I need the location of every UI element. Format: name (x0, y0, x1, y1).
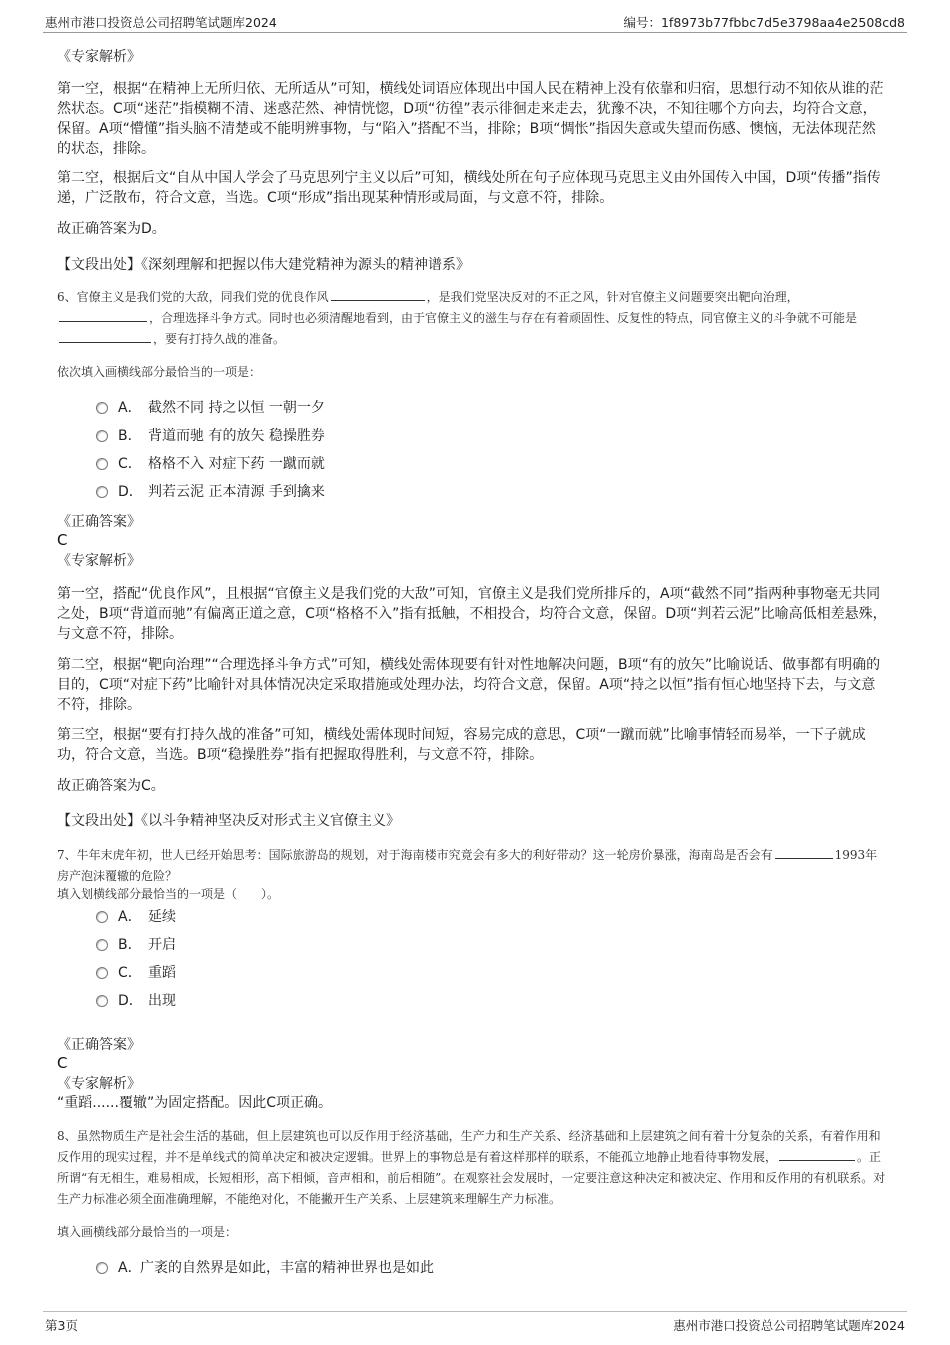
q6-answer: C (57, 531, 68, 549)
header-title: 惠州市港口投资总公司招聘笔试题库2024 (45, 15, 277, 30)
option-text: 重蹈 (148, 965, 176, 981)
option-letter: A． (118, 400, 142, 416)
radio-icon[interactable] (96, 402, 108, 414)
q7-prompt: 填入划横线部分最恰当的一项是（ ）。 (57, 887, 280, 901)
q6-answer-label: 《正确答案》 (57, 514, 141, 530)
answer-blank (779, 1148, 855, 1161)
q5-source: 【文段出处】《深刻理解和把握以伟大建党精神为源头的精神谱系》 (57, 257, 470, 273)
q6-stem-part: ，合理选择斗争方式。同时也必须清醒地看到，由于官僚主义的滋生与存在有着顽固性、反复性的特点，同官僚主义的斗争就不可能是 (149, 311, 858, 325)
option-letter: A． (118, 1260, 142, 1276)
radio-icon[interactable] (96, 939, 108, 951)
answer-blank (331, 288, 425, 301)
option-text: 延续 (148, 909, 176, 925)
q8-stem-part: 8、虽然物质生产是社会生活的基础，但上层建筑也可以反作用于经济基础，生产力和生产关系、经济基础和上层建筑之间有着十分复杂的关系，有着作用和反作用的现实过程，并不是单线式的简单决定和被决定逻辑。世界上的事物总是有着这样那样的联系，不能孤立地静止地看待事物发展， (57, 1129, 881, 1164)
answer-blank (775, 846, 833, 859)
q7-answer-label: 《正确答案》 (57, 1037, 141, 1053)
option-letter: A． (118, 909, 142, 925)
option-text: 广袤的自然界是如此，丰富的精神世界也是如此 (140, 1260, 434, 1276)
q6-stem-part: ，是我们党坚决反对的不正之风，针对官僚主义问题要突出靶向治理， (426, 290, 799, 304)
page-footer (43, 1311, 907, 1334)
q6-prompt: 依次填入画横线部分最恰当的一项是： (57, 365, 262, 379)
q6-analysis-label: 《专家解析》 (57, 553, 141, 569)
q5-conclusion: 故正确答案为D。 (57, 221, 166, 237)
option-letter: C． (118, 456, 142, 472)
option-text: 开启 (148, 937, 176, 953)
option-letter: D． (118, 484, 143, 500)
q6-analysis-p2: 第二空，根据“靶向治理”“合理选择斗争方式”可知，横线处需体现要有针对性地解决问题，B项“有的放矢”比喻说话、做事都有明确的目的，C项“对症下药”比喻针对具体情况决定采取措施或处理办法，均符合文意，保留。A项“持之以恒”指有恒心地坚持下去，与文意不符，排除。 (57, 657, 881, 713)
radio-icon[interactable] (96, 458, 108, 470)
q7-stem-part: 1993年房产泡沫覆辙的危险？ (57, 848, 878, 883)
page-header (43, 10, 907, 33)
q6-analysis-p1: 第一空，搭配“优良作风”，且根据“官僚主义是我们党的大敌”可知，官僚主义是我们党所排斥的，A项“截然不同”指两种事物毫无共同之处，B项“背道而驰”有偏离正道之意，C项“格格不入”指有抵触，不相投合，均符合文意，保留。D项“判若云泥”比喻高低相差悬殊，与文意不符，排除。 (57, 586, 887, 642)
q5-analysis-p2: 第二空，根据后文“自从中国人学会了马克思列宁主义以后”可知，横线处所在句子应体现马克思主义由外国传入中国，D项“传播”指传递，广泛散布，符合文意，当选。C项“形成”指出现某种情形或局面，与文意不符，排除。 (57, 170, 881, 206)
radio-icon[interactable] (96, 430, 108, 442)
radio-icon[interactable] (96, 967, 108, 979)
q7-analysis-p1: “重蹈......覆辙”为固定搭配。因此C项正确。 (57, 1095, 332, 1111)
q7-stem-part: 7、牛年末虎年初，世人已经开始思考：国际旅游岛的规划，对于海南楼市究竟会有多大的利好带动？这一轮房价暴涨，海南岛是否会有 (57, 848, 773, 862)
q6-stem-part: ，要有打持久战的准备。 (153, 332, 286, 346)
footer-title: 惠州市港口投资总公司招聘笔试题库2024 (673, 1318, 905, 1333)
q5-analysis-label: 《专家解析》 (57, 49, 141, 65)
radio-icon[interactable] (96, 995, 108, 1007)
option-text: 截然不同 持之以恒 一朝一夕 (148, 400, 325, 416)
q7-answer: C (57, 1054, 68, 1072)
option-letter: B． (118, 937, 142, 953)
q6-source: 【文段出处】《以斗争精神坚决反对形式主义官僚主义》 (57, 813, 400, 829)
q6-analysis-p3: 第三空，根据“要有打持久战的准备”可知，横线处需体现时间短，容易完成的意思，C项“一蹴而就”比喻事情轻而易举，一下子就成功，符合文意，当选。B项“稳操胜券”指有把握取得胜利，与文意不符，排除。 (57, 727, 866, 763)
option-text: 背道而驰 有的放矢 稳操胜券 (148, 428, 325, 444)
option-text: 出现 (148, 993, 176, 1009)
q8-stem (57, 1126, 889, 1210)
answer-blank (59, 309, 147, 322)
radio-icon[interactable] (96, 1262, 108, 1274)
q8-stem-part: 。正所谓“有无相生，难易相成，长短相形，高下相倾，音声相和，前后相随”。在观察社会发展时，一定要注意这种决定和被决定、作用和反作用的有机联系。对生产力标准必须全面准确理解，不能绝对化，不能撇开生产关系、上层建筑来理解生产力标准。 (57, 1150, 886, 1206)
option-letter: C． (118, 965, 142, 981)
q6-stem-part: 6、官僚主义是我们党的大敌，同我们党的优良作风 (57, 290, 329, 304)
answer-blank (59, 330, 151, 343)
footer-page-number: 第3页 (45, 1318, 78, 1333)
header-doc-code: 编号：1f8973b77fbbc7d5e3798aa4e2508cd8 (623, 15, 905, 30)
q6-conclusion: 故正确答案为C。 (57, 778, 165, 794)
q5-analysis-p1: 第一空，根据“在精神上无所归依、无所适从”可知，横线处词语应体现出中国人民在精神上没有依靠和归宿，思想行动不知依从谁的茫然状态。C项“迷茫”指模糊不清、迷惑茫然、神情恍惚，D项“彷徨”表示徘徊走来走去，犹豫不决，不知往哪个方向去，均符合文意，保留。A项“懵懂”指头脑不清楚或不能明辨事物，与“陷入”搭配不当，排除；B项“惆怅”指因失意或失望而伤感、懊恼，无法体现茫然的状态，排除。 (57, 81, 884, 157)
option-text: 判若云泥 正本清源 手到擒来 (148, 484, 325, 500)
radio-icon[interactable] (96, 911, 108, 923)
q7-analysis-label: 《专家解析》 (57, 1076, 141, 1092)
option-letter: B． (118, 428, 142, 444)
q6-stem (57, 287, 889, 350)
option-letter: D． (118, 993, 143, 1009)
q7-stem (57, 845, 889, 887)
radio-icon[interactable] (96, 486, 108, 498)
option-text: 格格不入 对症下药 一蹴而就 (148, 456, 325, 472)
q8-prompt: 填入画横线部分最恰当的一项是： (57, 1225, 238, 1239)
